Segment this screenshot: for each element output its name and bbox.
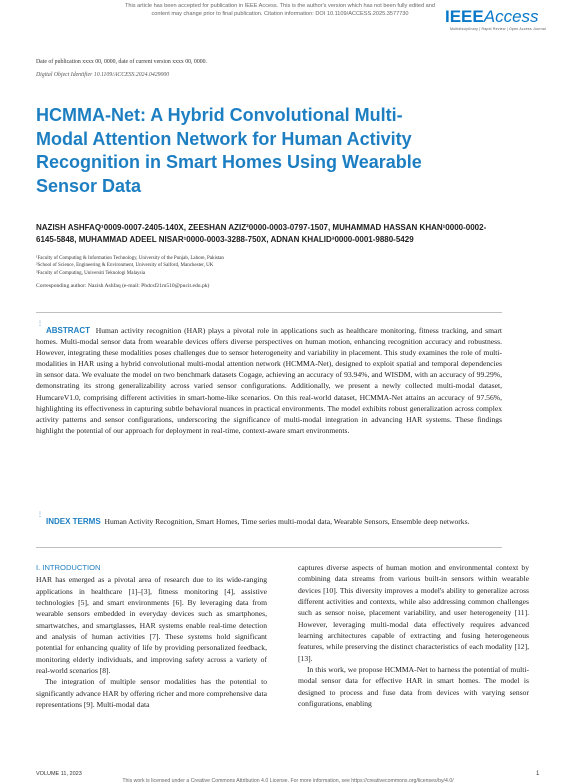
affiliation-2: ²School of Science, Engineering & Environment, University of Salford, Manchester, UK [36,263,214,269]
affiliation-3: ³Faculty of Computing, Universiti Teknologi Malaysia [36,270,146,276]
intro-paragraph-2: The integration of multiple sensor modalities has the potential to significantly advance HAR by offering richer and more comprehensive data representations [9]. Multi-modal data [36,677,267,710]
affiliations [36,255,506,277]
abstract [36,325,502,436]
publication-notice [80,2,480,18]
publication-dates: Date of publication xxxx 00, 0000, date of current version xxxx 00, 0000. [36,59,207,65]
logo-access: Access [483,7,539,26]
notice-line-1: This article has been accepted for publication in IEEE Access. This is the author's version which has not been fully edited and [124,3,436,9]
affiliation-1: ¹Faculty of Computing & Information Technology, University of the Punjab, Lahore, Pakistan [36,256,224,261]
abstract-marker-icon: ⋮ [37,321,43,327]
intro-left-column [36,562,267,710]
notice-line-2: content may change prior to final publication. Citation information: DOI 10.1109/ACCESS.2025.3577730 [151,11,409,17]
logo-tagline: Multidisciplinary | Rapid Review | Open Access Journal [450,27,546,31]
logo-ieee: IEEE [445,7,484,26]
index-terms [36,516,502,527]
divider-bottom [36,547,502,548]
intro-right-column [298,562,529,709]
index-terms-text: Human Activity Recognition, Smart Homes, Time series multi-modal data, Wearable Sensors, Ensemble deep networks. [104,517,470,526]
corresponding-author: Corresponding author: Nazish Ashfaq (e-mail: Phdcsf21m510@pucit.edu.pk) [36,283,210,289]
license-notice: This work is licensed under a Creative Commons Attribution 4.0 License. For more information, see https://creativecommons.org/licenses/by/4.0/ [122,778,454,784]
intro-paragraph-1: HAR has emerged as a pivotal area of research due to its wide-ranging applications in healthcare [1]–[3], fitness monitoring [4], assistive technologies [5], and smart environments [6]. By leveraging data from wearable sensors embedded in everyday devices such as smartphones, smartwatches, and smartglasses, HAR systems enable real-time detection and analysis of human activities [7]. These systems hold significant potential for enhancing quality of life by providing personalized feedback, monitoring elderly individuals, and improving safety across a variety of real-world scenarios [8]. [36,575,267,676]
section-heading: I. INTRODUCTION [36,563,101,572]
index-terms-label: INDEX TERMS [46,517,101,526]
divider-top [36,312,502,313]
doi: Digital Object Identifier 10.1109/ACCESS.2024.0429000 [36,72,170,78]
intro-paragraph-3: captures diverse aspects of human motion and environmental context by combining data streams from various built-in sensors within wearable devices [10]. This diversity improves a model's ability to generalize across different activities and contexts, while also addressing common challenges such as sensor noise, placement variability, and user heterogeneity [11]. However, leveraging multi-modal data effectively requires advanced learning architectures capable of extracting and fusing heterogeneous features, while preserving the distinct characteristics of each modality [12], [13]. [298,563,529,663]
ieee-access-logo [445,7,539,27]
author-list: NAZISH ASHFAQ¹0009-0007-2405-140X, ZEESHAN AZIZ²0000-0003-0797-1507, MUHAMMAD HASSAN KHAN¹0000-0002-6145-5848, MUHAMMAD ADEEL NISAR¹0000-0003-3288-750X, ADNAN KHALID³0000-0001-9880-5429 [36,223,487,244]
index-terms-marker-icon: ⋮ [37,512,43,518]
paper-title: HCMMA-Net: A Hybrid Convolutional Multi-Modal Attention Network for Human Activity Recognition in Smart Homes Using Wearable Sensor Data [36,105,422,196]
page-number: 1 [536,771,540,777]
volume-label: VOLUME 11, 2023 [36,771,82,777]
intro-paragraph-4: In this work, we propose HCMMA-Net to harness the potential of multi-modal sensor data for effective HAR in smart homes. The model is designed to process and fuse data from devices with varying sensor configurations, enabling [298,665,529,709]
abstract-text: Human activity recognition (HAR) plays a pivotal role in applications such as healthcare monitoring, fitness tracking, and smart homes. Multi-modal sensor data from wearable devices offers diverse perspectives on human motion, enhancing recognition accuracy and robustness. However, integrating these modalities poses challenges due to sensor heterogeneity and variability in placement. This study examines the role of multi-modalities in HAR using a hybrid convolutional multi-modal attention network (HCMMA-Net), designed to exploit spatial and temporal dependencies in sensor data. We evaluate the model on two benchmark datasets Cogage, achieving an accuracy of 93.94%, and WISDM, with an accuracy of 99.29%, demonstrating its strong generalizability across varied sensor configurations. Additionally, we present a newly collected multi-modal dataset, HumcareV1.0, comprising different activities in smart-home-like scenarios. On this real-world dataset, HCMMA-Net attains an accuracy of 97.56%, highlighting its effectiveness in capturing subtle behavioral nuances in practical environments. The model exhibits robust generalization across complex activity patterns and sensor configurations, underscoring the significance of multi-modal integration in advancing HAR systems. These findings highlight the potential of our approach for deployment in real-time, context-aware smart environments. [36,326,502,435]
abstract-label: ABSTRACT [46,326,90,335]
